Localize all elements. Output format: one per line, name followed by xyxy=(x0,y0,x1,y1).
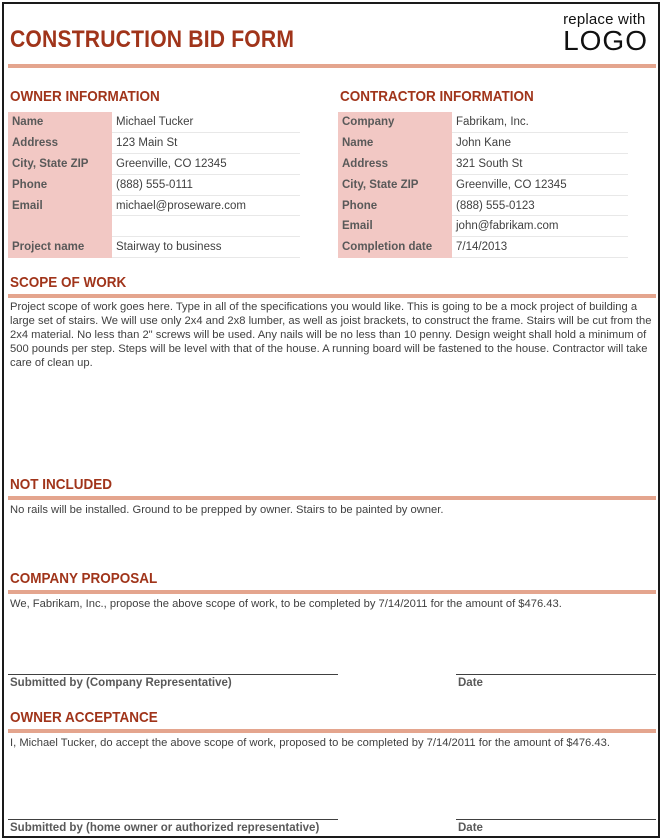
table-row xyxy=(338,174,628,195)
contractor-info-table xyxy=(338,112,628,258)
table-row xyxy=(8,237,300,258)
contractor-completion-value[interactable]: 7/14/2013 xyxy=(452,237,628,258)
header-divider xyxy=(8,64,656,68)
logo-placeholder xyxy=(563,12,648,54)
owner-address-value[interactable]: 123 Main St xyxy=(112,133,300,154)
proposal-text[interactable]: We, Fabrikam, Inc., propose the above scope of work, to be completed by 7/14/2011 for the amount of $476.43. xyxy=(10,598,562,610)
proposal-signature-label: Submitted by (Company Representative) xyxy=(10,677,232,689)
table-row xyxy=(338,195,628,216)
acceptance-divider xyxy=(8,729,656,733)
owner-project-value[interactable]: Stairway to business xyxy=(112,237,300,258)
owner-email-value[interactable]: michael@proseware.com xyxy=(112,195,300,216)
contractor-company-label: Company xyxy=(338,112,452,133)
contractor-email-value[interactable]: john@fabrikam.com xyxy=(452,216,628,237)
contractor-name-value[interactable]: John Kane xyxy=(452,133,628,154)
table-row xyxy=(338,154,628,175)
table-row xyxy=(338,237,628,258)
contractor-company-value[interactable]: Fabrikam, Inc. xyxy=(452,112,628,133)
owner-blank-value[interactable] xyxy=(112,216,300,237)
logo-text: LOGO xyxy=(563,25,648,56)
contractor-address-value[interactable]: 321 South St xyxy=(452,154,628,175)
owner-city-label: City, State ZIP xyxy=(8,154,112,175)
owner-phone-value[interactable]: (888) 555-0111 xyxy=(112,174,300,195)
proposal-date-label: Date xyxy=(458,677,483,689)
contractor-email-label: Email xyxy=(338,216,452,237)
acceptance-heading: OWNER ACCEPTANCE xyxy=(10,709,158,726)
table-row xyxy=(8,154,300,175)
table-row xyxy=(8,112,300,133)
table-row xyxy=(8,216,300,237)
scope-text[interactable]: Project scope of work goes here. Type in all of the specifications you would like. This is going to be a mock project of building a large set of stairs. We will use only 2x4 and 2x8 lumber, as well as joist brackets, to construct the frame. Stairs will be cut from the 2x4 material. No less than 2" screws will be used. Any nails will be no less than 10 penny. Design weight shall hold a minimum of 500 pounds per step. Steps will be level with that of the house. A running board will be fastened to the house. Contractor will take care of clean up. xyxy=(10,301,652,369)
owner-address-label: Address xyxy=(8,133,112,154)
contractor-phone-value[interactable]: (888) 555-0123 xyxy=(452,195,628,216)
owner-heading: OWNER INFORMATION xyxy=(10,88,160,105)
owner-project-label: Project name xyxy=(8,237,112,258)
proposal-signature-line[interactable] xyxy=(8,674,338,675)
owner-email-label: Email xyxy=(8,195,112,216)
table-row xyxy=(8,195,300,216)
table-row xyxy=(338,216,628,237)
owner-blank-label xyxy=(8,216,112,237)
acceptance-signature-label: Submitted by (home owner or authorized representative) xyxy=(10,822,320,834)
form-title: CONSTRUCTION BID FORM xyxy=(10,26,295,53)
acceptance-date-label: Date xyxy=(458,822,483,834)
scope-divider xyxy=(8,294,656,298)
table-row xyxy=(338,112,628,133)
proposal-divider xyxy=(8,590,656,594)
acceptance-signature-line[interactable] xyxy=(8,819,338,820)
contractor-city-value[interactable]: Greenville, CO 12345 xyxy=(452,174,628,195)
table-row xyxy=(8,133,300,154)
owner-info-table xyxy=(8,112,300,258)
contractor-heading: CONTRACTOR INFORMATION xyxy=(340,88,534,105)
acceptance-date-line[interactable] xyxy=(456,819,656,820)
table-row xyxy=(338,133,628,154)
owner-name-value[interactable]: Michael Tucker xyxy=(112,112,300,133)
owner-name-label: Name xyxy=(8,112,112,133)
logo-caption: replace with xyxy=(563,11,646,28)
owner-city-value[interactable]: Greenville, CO 12345 xyxy=(112,154,300,175)
acceptance-text[interactable]: I, Michael Tucker, do accept the above scope of work, proposed to be completed by 7/14/2011 for the amount of $476.43. xyxy=(10,737,610,749)
contractor-completion-label: Completion date xyxy=(338,237,452,258)
contractor-address-label: Address xyxy=(338,154,452,175)
not-included-text[interactable]: No rails will be installed. Ground to be prepped by owner. Stairs to be painted by owner. xyxy=(10,504,444,516)
scope-heading: SCOPE OF WORK xyxy=(10,274,127,291)
contractor-city-label: City, State ZIP xyxy=(338,174,452,195)
proposal-heading: COMPANY PROPOSAL xyxy=(10,570,158,587)
bid-form-page xyxy=(2,2,660,838)
not-included-divider xyxy=(8,496,656,500)
table-row xyxy=(8,174,300,195)
not-included-heading: NOT INCLUDED xyxy=(10,476,112,493)
contractor-phone-label: Phone xyxy=(338,195,452,216)
contractor-name-label: Name xyxy=(338,133,452,154)
owner-phone-label: Phone xyxy=(8,174,112,195)
proposal-date-line[interactable] xyxy=(456,674,656,675)
